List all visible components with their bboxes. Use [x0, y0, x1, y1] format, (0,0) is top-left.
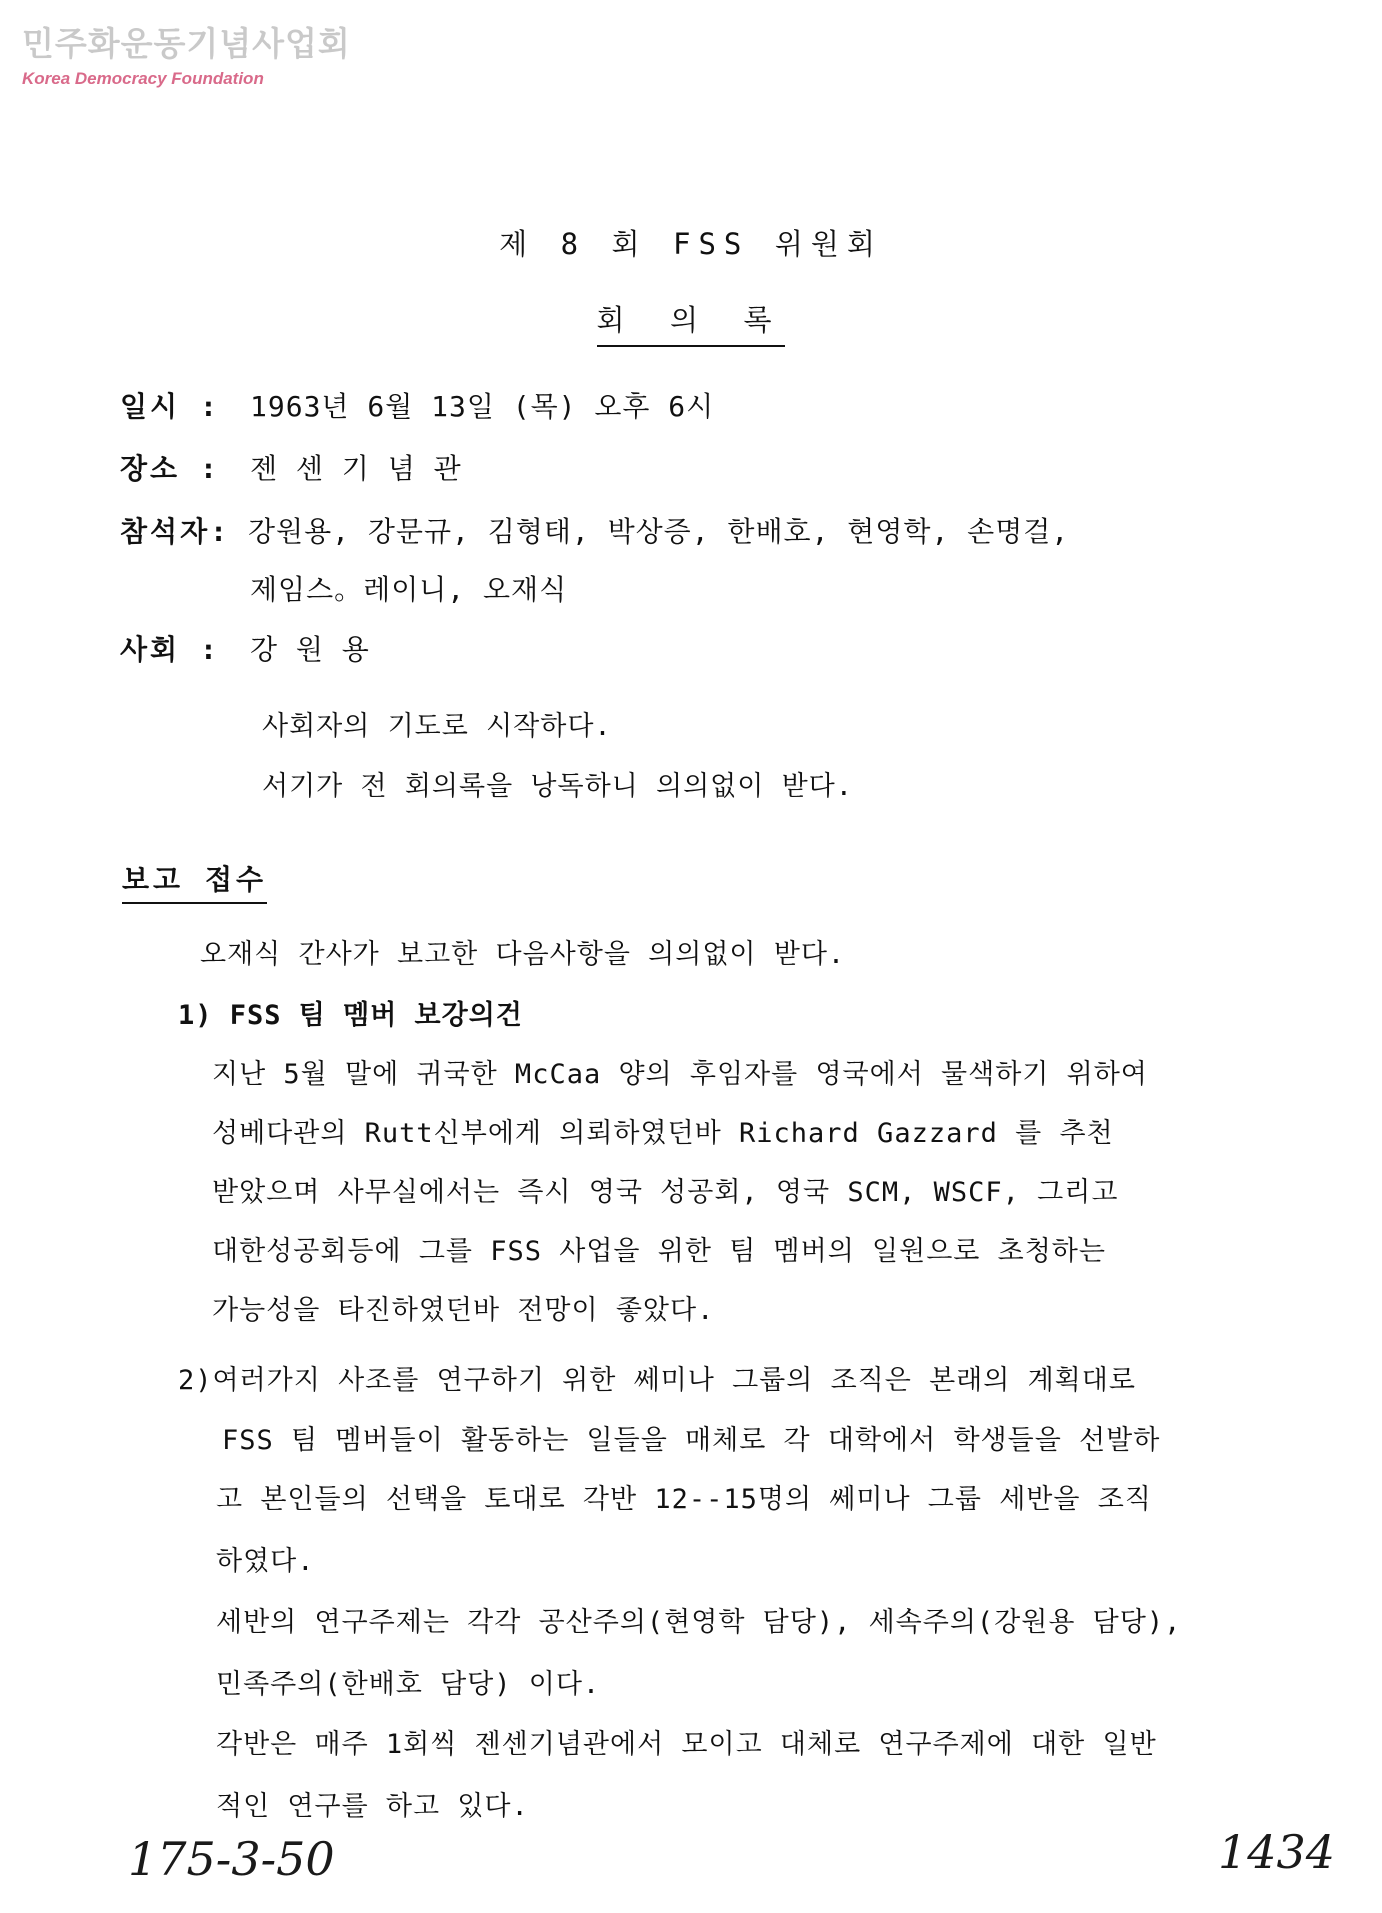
item2-line-4: 하였다. — [216, 1546, 315, 1577]
item2-line-6: 민족주의(한배호 담당) 이다. — [216, 1669, 601, 1700]
chair-label: 사회 : — [120, 633, 220, 666]
item2-line-7: 각반은 매주 1회씩 젠센기념관에서 모이고 대체로 연구주제에 대한 일반 — [216, 1729, 1157, 1760]
chair-field — [120, 628, 370, 668]
item1-line-3: 받았으며 사무실에서는 즉시 영국 성공회, 영국 SCM, WSCF, 그리고 — [212, 1177, 1119, 1208]
attendees-field — [120, 510, 1069, 550]
report-intro: 오재식 간사가 보고한 다음사항을 의의없이 받다. — [200, 939, 846, 970]
chair-value: 강 원 용 — [250, 633, 370, 666]
opening-line-2: 서기가 전 회의록을 낭독하니 의의없이 받다. — [262, 771, 854, 802]
item2-line-3: 고 본인들의 선택을 토대로 각반 12--15명의 쎄미나 그룹 세반을 조직 — [216, 1484, 1152, 1515]
report-heading: 보고 접수 — [122, 858, 267, 904]
attendees-line2: 제임스。레이니, 오재식 — [250, 573, 568, 606]
item2-line-2: FSS 팀 멤버들이 활동하는 일들을 매체로 각 대학에서 학생들을 선발하 — [222, 1425, 1161, 1456]
place-label: 장소 : — [120, 452, 220, 485]
document-subtitle-wrap — [0, 298, 1382, 347]
item1-title: 1) FSS 팀 멤버 보강의건 — [178, 1000, 523, 1031]
attendees-label: 참석자: — [120, 515, 231, 548]
item1-line-4: 대한성공회등에 그를 FSS 사업을 위한 팀 멤버의 일원으로 초청하는 — [212, 1236, 1106, 1267]
item1-line-2: 성베다관의 Rutt신부에게 의뢰하였던바 Richard Gazzard 를 추천 — [212, 1118, 1114, 1149]
place-value: 젠 센 기 념 관 — [250, 452, 462, 485]
watermark-english: Korea Democracy Foundation — [22, 69, 264, 88]
item2-line-8: 적인 연구를 하고 있다. — [216, 1791, 529, 1822]
item2-line-5: 세반의 연구주제는 각각 공산주의(현영학 담당), 세속주의(강원용 담당), — [216, 1607, 1182, 1638]
datetime-field — [120, 385, 714, 425]
foundation-watermark — [22, 18, 351, 89]
handwritten-reference: 175-3-50 — [128, 1832, 335, 1886]
item1-line-1: 지난 5월 말에 귀국한 McCaa 양의 후임자를 영국에서 물색하기 위하여 — [212, 1059, 1148, 1090]
handwritten-page-number: 1434 — [1218, 1825, 1336, 1879]
item2-line-1: 2)여러가지 사조를 연구하기 위한 쎄미나 그룹의 조직은 본래의 계획대로 — [178, 1365, 1136, 1396]
document-title: 제 8 회 FSS 위원회 — [499, 227, 883, 261]
document-subtitle: 회 의 록 — [597, 298, 786, 347]
item1-line-5: 가능성을 타진하였던바 전망이 좋았다. — [212, 1295, 715, 1326]
watermark-korean: 민주화운동기념사업회 — [22, 24, 351, 63]
opening-line-1: 사회자의 기도로 시작하다. — [262, 711, 612, 742]
place-field — [120, 447, 462, 487]
datetime-value: 1963년 6월 13일 (목) 오후 6시 — [250, 390, 715, 423]
datetime-label: 일시 : — [120, 390, 220, 423]
attendees-line1: 강원용, 강문규, 김형태, 박상증, 한배호, 현영학, 손명걸, — [248, 515, 1070, 548]
